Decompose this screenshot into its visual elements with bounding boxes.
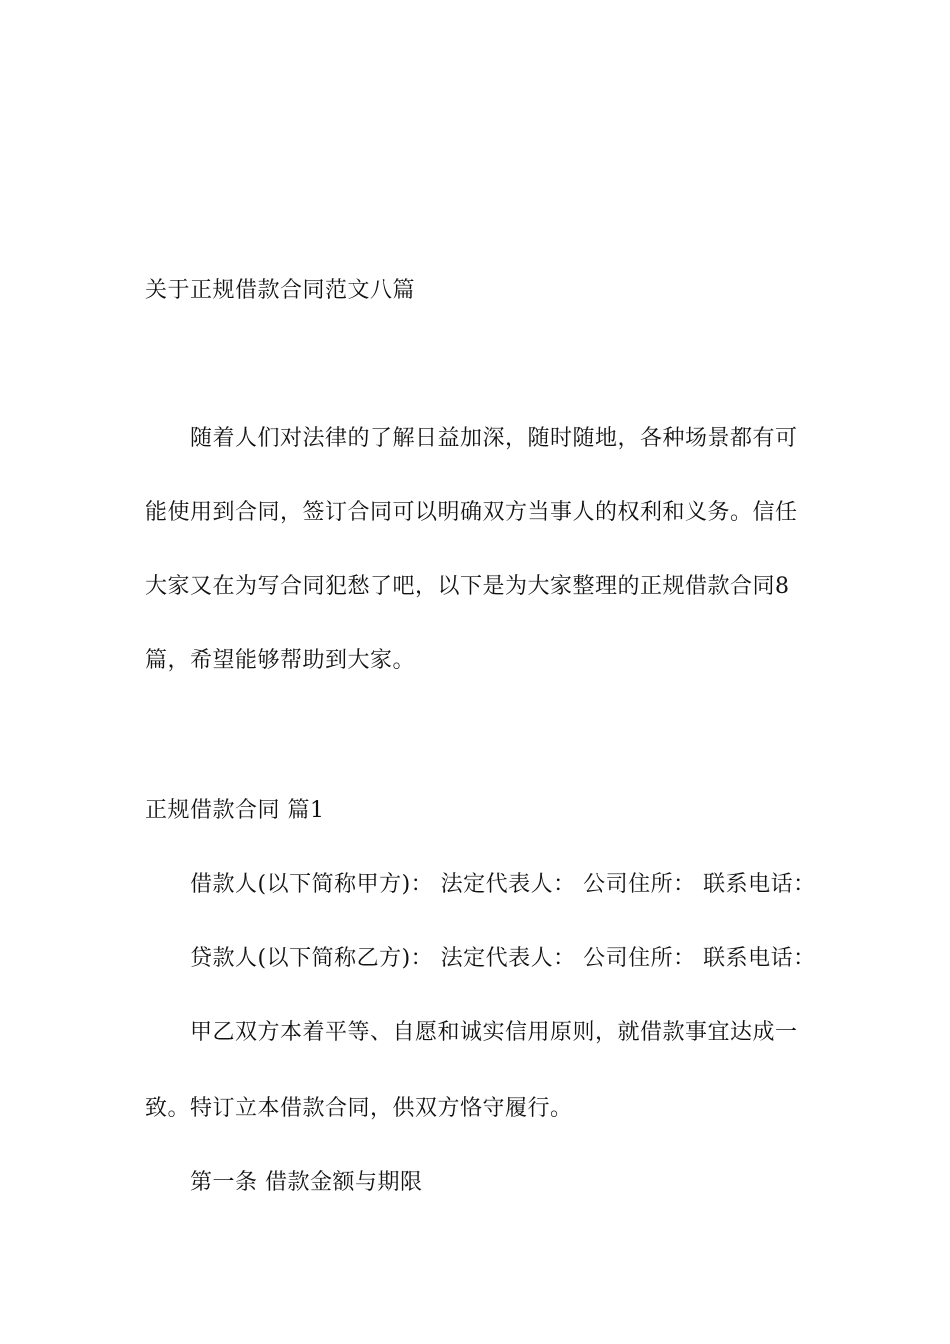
borrower-info-line: 借款人(以下简称甲方)： 法定代表人： 公司住所： 联系电话： <box>190 872 816 897</box>
lender-info-line: 贷款人(以下简称乙方)： 法定代表人： 公司住所： 联系电话： <box>190 946 816 971</box>
agreement-paragraph-line-1: 甲乙双方本着平等、自愿和诚实信用原则，就借款事宜达成一 <box>190 1020 798 1045</box>
intro-paragraph-line-3: 大家又在为写合同犯愁了吧，以下是为大家整理的正规借款合同8 <box>145 574 790 599</box>
intro-paragraph-line-4: 篇，希望能够帮助到大家。 <box>145 648 416 673</box>
document-title: 关于正规借款合同范文八篇 <box>145 278 416 303</box>
section-heading: 正规借款合同 篇1 <box>145 798 325 823</box>
intro-paragraph-line-1: 随着人们对法律的了解日益加深，随时随地，各种场景都有可 <box>190 426 798 451</box>
article-1-heading: 第一条 借款金额与期限 <box>190 1170 423 1195</box>
intro-paragraph-line-2: 能使用到合同，签订合同可以明确双方当事人的权利和义务。信任 <box>145 500 798 525</box>
agreement-paragraph-line-2: 致。特订立本借款合同，供双方恪守履行。 <box>145 1096 573 1121</box>
